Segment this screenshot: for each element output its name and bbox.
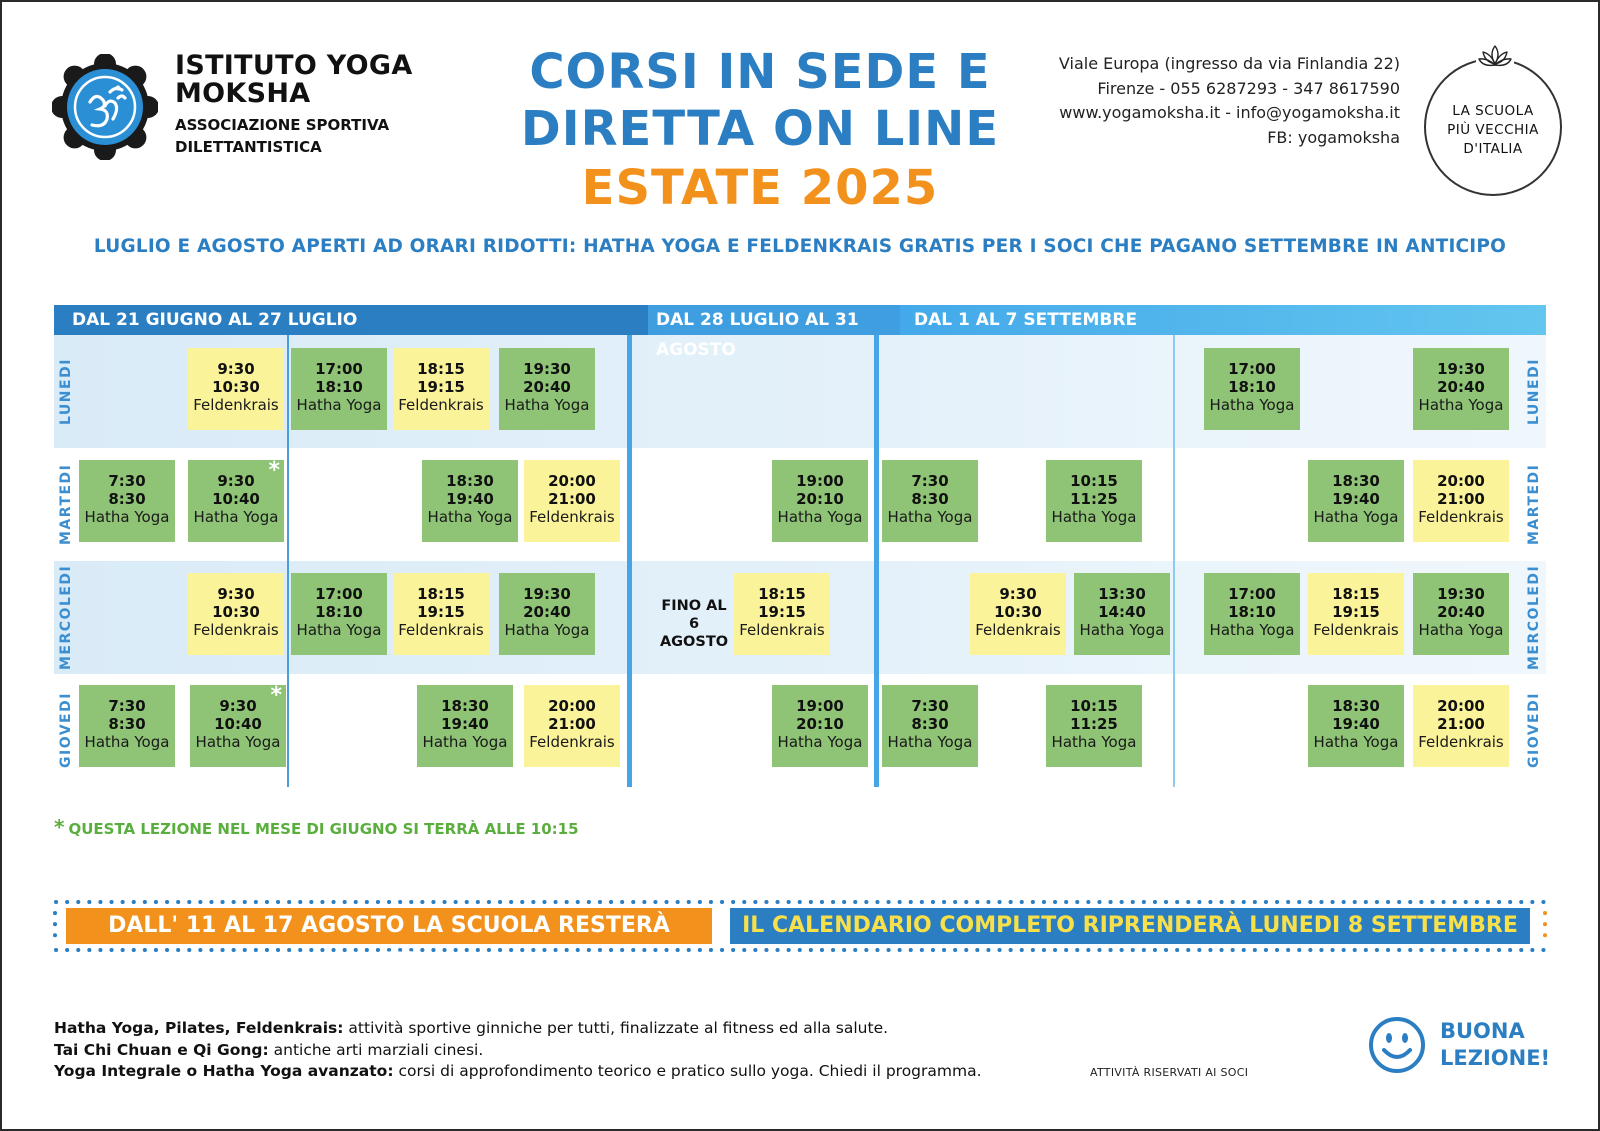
class-block[interactable]: 18:15 19:15 Feldenkrais — [393, 348, 489, 430]
class-block[interactable]: 19:00 20:10 Hatha Yoga — [772, 460, 868, 542]
badge-line-1: LA SCUOLA — [1452, 103, 1534, 119]
class-block[interactable]: 17:00 18:10 Hatha Yoga — [291, 348, 387, 430]
lotus-icon — [1476, 42, 1514, 72]
divider-morning-evening-3 — [1173, 335, 1175, 787]
day-label-tue-right: MARTEDI — [1526, 463, 1542, 546]
class-block[interactable]: 9:30 10:30 Feldenkrais — [188, 348, 284, 430]
class-block[interactable]: 18:30 19:40 Hatha Yoga — [422, 460, 518, 542]
class-block[interactable]: 17:00 18:10 Hatha Yoga — [1204, 348, 1300, 430]
class-block[interactable]: * 9:30 10:40 Hatha Yoga — [188, 460, 284, 542]
until-date-note — [654, 597, 734, 651]
class-block[interactable]: 9:30 10:30 Feldenkrais — [188, 573, 284, 655]
closing-line-2: LEZIONE! — [1440, 1046, 1551, 1070]
class-block[interactable]: 9:30 10:30 Feldenkrais — [970, 573, 1066, 655]
june-footnote — [54, 815, 579, 839]
class-block[interactable]: 7:30 8:30 Hatha Yoga — [79, 685, 175, 767]
org-name: ISTITUTO YOGA MOKSHA — [175, 50, 413, 109]
closing-line-1: BUONA — [1440, 1019, 1525, 1043]
class-block[interactable]: 20:00 21:00 Feldenkrais — [1413, 685, 1509, 767]
badge-line-3: D'ITALIA — [1463, 141, 1523, 157]
om-logo-icon — [52, 54, 158, 160]
until-date-line-2: 6 AGOSTO — [659, 616, 729, 650]
until-date-line-1: FINO AL — [661, 598, 727, 614]
smiley-icon — [1368, 1016, 1426, 1074]
contact-facebook[interactable]: FB: yogamoksha — [1267, 127, 1400, 147]
day-label-tue: MARTEDI — [58, 463, 74, 546]
class-block[interactable]: 20:00 21:00 Feldenkrais — [524, 685, 620, 767]
footnote-asterisk: * — [54, 815, 65, 839]
class-block[interactable]: 7:30 8:30 Hatha Yoga — [882, 685, 978, 767]
closure-notice: DALL' 11 AL 17 AGOSTO LA SCUOLA RESTERÀ CHIUSA — [66, 908, 712, 944]
class-block[interactable]: 18:15 19:15 Feldenkrais — [393, 573, 489, 655]
footnote-text: QUESTA LEZIONE NEL MESE DI GIUGNO SI TERRÀ ALLE 10:15 — [68, 820, 579, 838]
schedule-grid — [54, 305, 1546, 794]
asterisk-mark: * — [270, 683, 282, 708]
resume-notice: IL CALENDARIO COMPLETO RIPRENDERÀ LUNEDI 8 SETTEMBRE — [730, 908, 1530, 944]
asterisk-mark: * — [268, 458, 280, 483]
period-header-3: DAL 1 AL 7 SETTEMBRE — [900, 305, 1546, 335]
class-block[interactable]: * 9:30 10:40 Hatha Yoga — [190, 685, 286, 767]
summer-notice: LUGLIO E AGOSTO APERTI AD ORARI RIDOTTI: HATHA YOGA E FELDENKRAIS GRATIS PER I SOCI CHE PAGANO SETTEMBRE IN ANTICIPO — [93, 236, 1507, 257]
closure-banner — [52, 899, 1548, 974]
class-block[interactable]: 19:30 20:40 Hatha Yoga — [1413, 573, 1509, 655]
class-block[interactable]: 17:00 18:10 Hatha Yoga — [291, 573, 387, 655]
legend-line-1: Hatha Yoga, Pilates, Feldenkrais: attività sportive ginniche per tutti, finalizzate al fitness ed alla salute. — [54, 1019, 889, 1037]
class-block[interactable]: 19:00 20:10 Hatha Yoga — [772, 685, 868, 767]
contact-web[interactable]: www.yogamoksha.it - info@yogamoksha.it — [1059, 103, 1400, 122]
activity-legend — [54, 1018, 982, 1083]
contact-info — [1059, 52, 1400, 150]
class-block[interactable]: 18:30 19:40 Hatha Yoga — [1308, 460, 1404, 542]
title-line-1: CORSI IN SEDE E — [529, 44, 991, 100]
class-block[interactable]: 18:30 19:40 Hatha Yoga — [1308, 685, 1404, 767]
day-label-thu: GIOVEDI — [58, 692, 74, 769]
title-season: ESTATE 2025 — [581, 160, 939, 216]
class-block[interactable]: 20:00 21:00 Feldenkrais — [1413, 460, 1509, 542]
org-block — [175, 52, 435, 158]
class-block[interactable]: 18:15 19:15 Feldenkrais — [1308, 573, 1404, 655]
contact-phone: Firenze - 055 6287293 - 347 8617590 — [1097, 78, 1400, 98]
members-only-note: ATTIVITÀ RISERVATI AI SOCI — [1090, 1066, 1249, 1079]
class-block[interactable]: 19:30 20:40 Hatha Yoga — [1413, 348, 1509, 430]
class-block[interactable]: 10:15 11:25 Hatha Yoga — [1046, 460, 1142, 542]
closing-greeting — [1440, 1018, 1550, 1072]
class-block[interactable]: 13:30 14:40 Hatha Yoga — [1074, 573, 1170, 655]
class-block[interactable]: 19:30 20:40 Hatha Yoga — [499, 348, 595, 430]
class-block[interactable]: 10:15 11:25 Hatha Yoga — [1046, 685, 1142, 767]
period-header-2: DAL 28 LUGLIO AL 31 AGOSTO — [648, 305, 900, 335]
class-block[interactable]: 7:30 8:30 Hatha Yoga — [882, 460, 978, 542]
title-line-2: DIRETTA ON LINE — [520, 101, 1000, 157]
class-block[interactable]: 18:15 19:15 Feldenkrais — [734, 573, 830, 655]
legend-line-2: Tai Chi Chuan e Qi Gong: antiche arti marziali cinesi. — [54, 1040, 484, 1059]
org-subtitle: ASSOCIAZIONE SPORTIVA DILETTANTISTICA — [175, 116, 390, 156]
class-block[interactable]: 7:30 8:30 Hatha Yoga — [79, 460, 175, 542]
class-block[interactable]: 17:00 18:10 Hatha Yoga — [1204, 573, 1300, 655]
legend-line-3: Yoga Integrale o Hatha Yoga avanzato: corsi di approfondimento teorico e pratico sullo yoga. Chiedi il programma. — [54, 1062, 982, 1080]
day-label-thu-right: GIOVEDI — [1526, 692, 1542, 769]
badge-line-2: PIÙ VECCHIA — [1447, 122, 1539, 138]
class-block[interactable]: 20:00 21:00 Feldenkrais — [524, 460, 620, 542]
day-label-mon-right: LUNEDI — [1526, 358, 1542, 425]
divider-period-1 — [627, 335, 632, 787]
day-label-wed: MERCOLEDI — [58, 564, 74, 671]
day-label-mon: LUNEDI — [58, 358, 74, 425]
divider-morning-evening-1 — [287, 335, 289, 787]
day-label-wed-right: MERCOLEDI — [1526, 564, 1542, 671]
contact-address: Viale Europa (ingresso da via Finlandia 22) — [1058, 54, 1400, 73]
class-block[interactable]: 19:30 20:40 Hatha Yoga — [499, 573, 595, 655]
page-title — [490, 44, 1030, 218]
oldest-school-badge — [1424, 58, 1562, 196]
divider-period-2 — [874, 335, 879, 787]
class-block[interactable]: 18:30 19:40 Hatha Yoga — [417, 685, 513, 767]
period-header-1: DAL 21 GIUGNO AL 27 LUGLIO — [54, 305, 648, 335]
